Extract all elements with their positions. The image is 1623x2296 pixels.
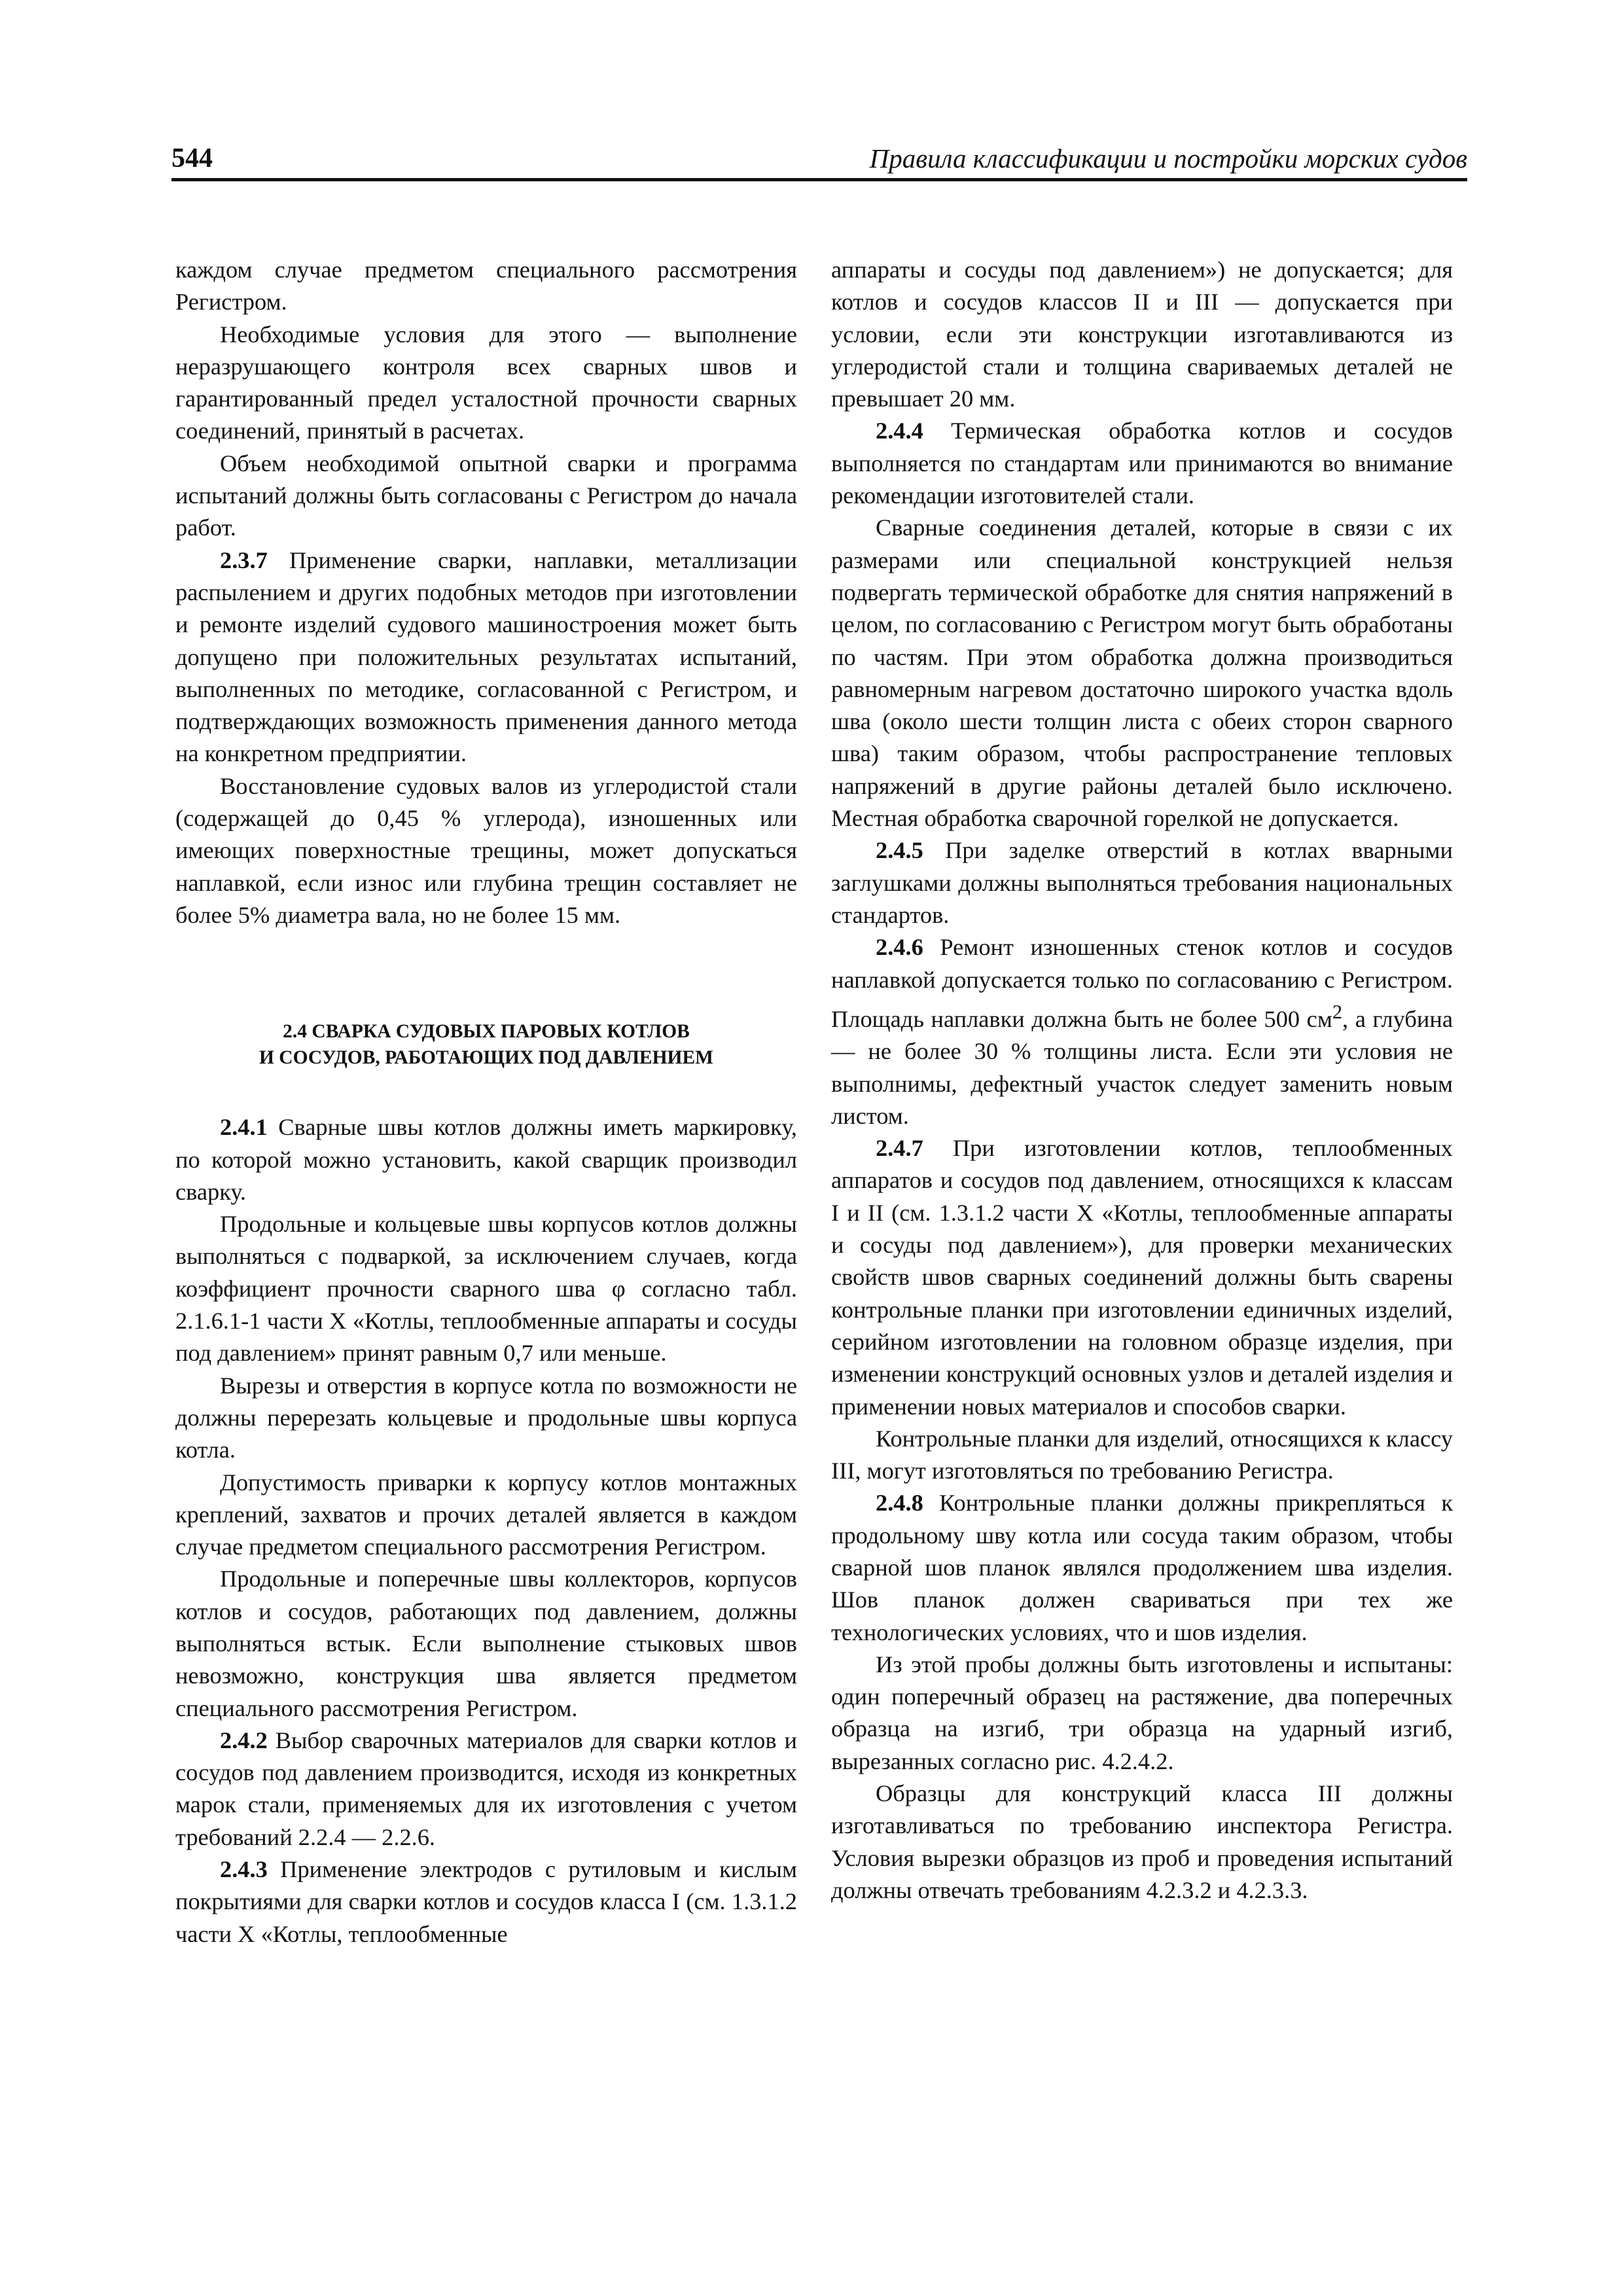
paragraph-2-4-2 <box>175 1725 797 1854</box>
clause-number: 2.4.2 <box>220 1727 268 1753</box>
clause-text: Сварные швы котлов должны иметь маркировку, по которой можно установить, какой сварщик производил сварку. <box>175 1114 797 1205</box>
clause-number: 2.4.4 <box>876 418 923 444</box>
clause-number: 2.4.5 <box>876 837 923 864</box>
clause-text: Применение электродов с рутиловым и кислым покрытиями для сварки котлов и сосудов класса I (см. 1.3.1.2 части X «Котлы, теплообменные <box>175 1856 797 1947</box>
section-heading-line: 2.4 СВАРКА СУДОВЫХ ПАРОВЫХ КОТЛОВ <box>283 1021 690 1043</box>
paragraph: Продольные и поперечные швы коллекторов, корпусов котлов и сосудов, работающих под давлением, должны выполняться встык. Если выполнение стыковых швов невозможно, конструкция шва является предметом специального рассмотрения Регистром. <box>175 1566 797 1721</box>
clause-number: 2.4.8 <box>876 1490 923 1516</box>
paragraph: Продольные и кольцевые швы корпусов котлов должны выполняться с подваркой, за исключением случаев, когда коэффициент прочности сварного шва φ согласно табл. 2.1.6.1-1 части X «Котлы, теплообменные аппараты и сосуды под давлением» принят равным 0,7 или меньше. <box>175 1211 797 1367</box>
paragraph-2-4-7 <box>831 1132 1453 1423</box>
clause-text: При изготовлении котлов, теплообменных аппаратов и сосудов под давлением, относящихся к классам I и II (см. 1.3.1.2 части X «Котлы, теплообменные аппараты и сосуды под давлением»), для проверки механических свойств швов сварных соединений должны быть сварены контрольные планки при изготовлении единичных изделий, серийном изготовлении на головном образце изделия, при изменении конструкций основных узлов и деталей изделия и применении новых материалов и способов сварки. <box>831 1135 1453 1420</box>
clause-text: При заделке отверстий в котлах вварными заглушками должны выполняться требования национальных стандартов. <box>831 837 1453 928</box>
paragraph: Контрольные планки для изделий, относящихся к классу III, могут изготовляться по требованию Регистра. <box>831 1425 1454 1484</box>
section-heading-line: И СОСУДОВ, РАБОТАЮЩИХ ПОД ДАВЛЕНИЕМ <box>259 1047 714 1069</box>
clause-text: , а глубина — не более 30 % толщины листа. Если эти условия не выполнимы, дефектный участок следует заменить новым листом. <box>831 1005 1453 1129</box>
clause-number: 2.4.1 <box>220 1114 268 1141</box>
paragraph-2-3-7 <box>175 545 797 770</box>
paragraph-2-4-1 <box>175 1111 797 1208</box>
section-heading <box>175 1018 797 1071</box>
paragraph: Образцы для конструкций класса III должны изготавливаться по требованию инспектора Регистра. Условия вырезки образцов из проб и проведения испытаний должны отвечать требованиям 4.2.3.2 и 4.2.3.3. <box>831 1780 1453 1903</box>
clause-number: 2.3.7 <box>220 547 268 573</box>
page-number: 544 <box>171 143 213 173</box>
paragraph: аппараты и сосуды под давлением») не допускается; для котлов и сосудов классов II и III — допускается при условии, если эти конструкции изготавливаются из углеродистой стали и толщина свариваемых деталей не превышает 20 мм. <box>831 257 1453 412</box>
paragraph-2-4-3 <box>175 1854 797 1950</box>
paragraph: Сварные соединения деталей, которые в связи с их размерами или специальной конструкцией нельзя подвергать термической обработке для снятия напряжений в целом, по согласованию с Регистром могут быть обработаны по частям. При этом обработка должна производиться равномерным нагревом достаточно широкого участка вдоль шва (около шести толщин листа с обеих сторон сварного шва) таким образом, чтобы распространение тепловых напряжений в другие районы деталей было исключено. Местная обработка сварочной горелкой не допускается. <box>831 514 1453 832</box>
clause-text: Контрольные планки должны прикрепляться к продольному шву котла или сосуда таким образом, чтобы сварной шов планок являлся продолжением шва изделия. Шов планок должен свариваться при тех же технологических условиях, что и шов изделия. <box>831 1490 1453 1645</box>
paragraph: Необходимые условия для этого — выполнение неразрушающего контроля всех сварных швов и гарантированный предел усталостной прочности сварных соединений, принятый в расчетах. <box>175 321 797 444</box>
paragraph: Объем необходимой опытной сварки и программа испытаний должны быть согласованы с Регистром до начала работ. <box>175 450 797 541</box>
clause-text: Термическая обработка котлов и сосудов выполняется по стандартам или принимаются во внимание рекомендации изготовителей стали. <box>831 418 1453 509</box>
paragraph-2-4-8 <box>831 1487 1453 1648</box>
left-column <box>175 254 797 1950</box>
running-title: Правила классификации и постройки морских судов <box>869 143 1467 173</box>
right-column <box>831 254 1453 1907</box>
paragraph: Восстановление судовых валов из углеродистой стали (содержащей до 0,45 % углерода), изношенных или имеющих поверхностные трещины, может допускаться наплавкой, если износ или глубина трещин составляет не более 5% диаметра вала, но не более 15 мм. <box>175 772 797 928</box>
paragraph-2-4-4 <box>831 415 1453 512</box>
paragraph-2-4-6 <box>831 931 1453 1132</box>
clause-text: Применение сварки, наплавки, металлизации распылением и других подобных методов при изготовлении и ремонте изделий судового машиностроения может быть допущено при положительных результатах испытаний, выполненных по методике, согласованной с Регистром, и подтверждающих возможность применения данного метода на конкретном предприятии. <box>175 547 797 767</box>
paragraph: каждом случае предметом специального рассмотрения Регистром. <box>175 257 797 315</box>
clause-number: 2.4.7 <box>876 1135 923 1162</box>
paragraph: Вырезы и отверстия в корпусе котла по возможности не должны перерезать кольцевые и продольные швы корпуса котла. <box>175 1372 797 1463</box>
page-header <box>171 143 1467 181</box>
clause-text: Выбор сварочных материалов для сварки котлов и сосудов под давлением производится, исходя из конкретных марок стали, применяемых для их изготовления с учетом требований 2.2.4 — 2.2.6. <box>175 1727 797 1850</box>
clause-text: Ремонт изношенных стенок котлов и сосудов наплавкой допускается только по согласованию с Регистром. Площадь наплавки должна быть не более 500 см <box>831 934 1453 1032</box>
paragraph-2-4-5 <box>831 834 1453 931</box>
clause-number: 2.4.6 <box>876 934 923 961</box>
paragraph: Допустимость приварки к корпусу котлов монтажных креплений, захватов и прочих деталей является в каждом случае предметом специального рассмотрения Регистром. <box>175 1469 797 1560</box>
paragraph: Из этой пробы должны быть изготовлены и испытаны: один поперечный образец на растяжение, два поперечных образца на изгиб, три образца на ударный изгиб, вырезанных согласно рис. 4.2.4.2. <box>831 1651 1453 1774</box>
clause-number: 2.4.3 <box>220 1856 268 1883</box>
superscript: 2 <box>1332 1000 1343 1023</box>
